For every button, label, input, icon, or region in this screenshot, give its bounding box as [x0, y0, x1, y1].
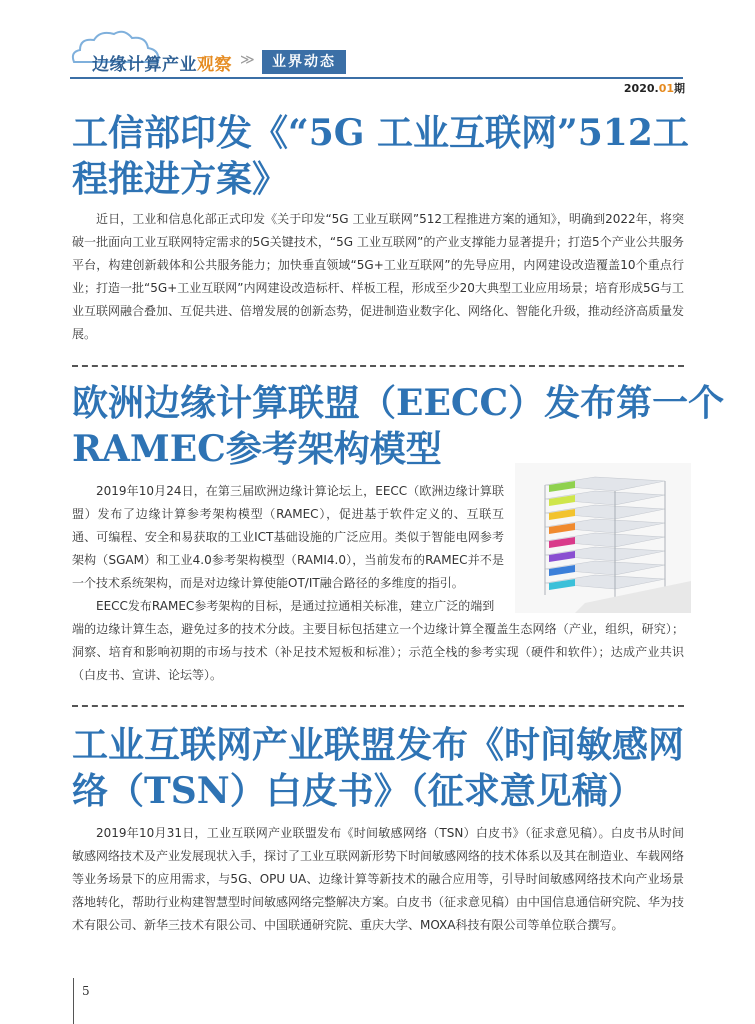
issue-number: 01	[658, 82, 674, 95]
section-divider	[72, 365, 684, 367]
article-1-paragraph: 近日，工业和信息化部正式印发《关于印发“5G 工业互联网”512工程推进方案的通知》，明确到2022年，将突破一批面向工业互联网特定需求的5G关键技术，“5G 工业互联网”的产业支撑能力显著提升；打造5个产业公共服务平台，构建创新载体和公共服务能力；加快垂直领域“5G+工业互联网”的先导应用，内网建设改造覆盖10个重点行业；打造一批“5G+工业互联网”内网建设改造标杆、样板工程，形成至少20大典型工业应用场景；培育形成5G与工业互联网融合叠加、互促共进、倍增发展的创新态势，促进制造业数字化、网络化、智能化升级，推动经济高质量发展。	[72, 212, 685, 341]
header-title: 边缘计算产业观察	[92, 55, 232, 75]
article-1-title: 工信部印发《“5G 工业互联网”512工 程推进方案》	[72, 112, 689, 200]
double-chevron-icon: ≫	[240, 52, 252, 68]
article-2-paragraph-2-cont: 端的边缘计算生态，避免过多的技术分歧。主要目标包括建立一个边缘计算全覆盖生态网络（产业，组织，研究）；洞察、培育和影响初期的市场与技术（补足技术短板和标准）；示范全栈的参考实现（硬件和软件）；达成产业共识（白皮书、宣讲、论坛等）。	[72, 622, 684, 682]
ramec-model-figure	[515, 463, 691, 613]
article-2-title: 欧洲边缘计算联盟（EECC）发布第一个 RAMEC参考架构模型	[72, 382, 725, 470]
header-rule	[70, 77, 683, 79]
issue-label: 2020.01期	[623, 82, 685, 95]
article-2-paragraph-1: 2019年10月24日，在第三届欧洲边缘计算论坛上，EECC（欧洲边缘计算联盟）发布了边缘计算参考架构模型（RAMEC），促进基于软件定义的、互联互通、可编程、安全和易获取的工业ICT基础设施的广泛应用。类似于智能电网参考架构（SGAM）和工业4.0参考架构模型（RAMI4.0），当前发布的RAMEC并不是一个技术系统架构，而是对边缘计算使能OT/IT融合路径的多维度的指引。	[72, 484, 504, 590]
page-number: 5	[82, 984, 90, 998]
article-3-title: 工业互联网产业联盟发布《时间敏感网 络（TSN）白皮书》（征求意见稿）	[72, 724, 685, 812]
section-tag: 业界动态	[262, 50, 346, 74]
article-2-paragraph-2: EECC发布RAMEC参考架构的目标，是通过拉通相关标准，建立广泛的端到	[96, 599, 495, 613]
page-header	[0, 0, 755, 95]
page-number-bar	[73, 978, 74, 1024]
article-3-paragraph: 2019年10月31日，工业互联网产业联盟发布《时间敏感网络（TSN）白皮书》（征求意见稿）。白皮书从时间敏感网络技术及产业发展现状入手，探讨了工业互联网新形势下时间敏感网络的技术体系以及其在制造业、车载网络等业务场景下的应用需求，与5G、OPU UA、边缘计算等新技术的融合应用等，引导时间敏感网络技术向产业场景落地转化，帮助行业构建智慧型时间敏感网络完整解决方案。白皮书（征求意见稿）由中国信息通信研究院、华为技术有限公司、新华三技术有限公司、中国联通研究院、重庆大学、MOXA科技有限公司等单位联合撰写。	[72, 826, 685, 932]
section-divider	[72, 705, 684, 707]
header-title-highlight: 观察	[197, 55, 232, 75]
